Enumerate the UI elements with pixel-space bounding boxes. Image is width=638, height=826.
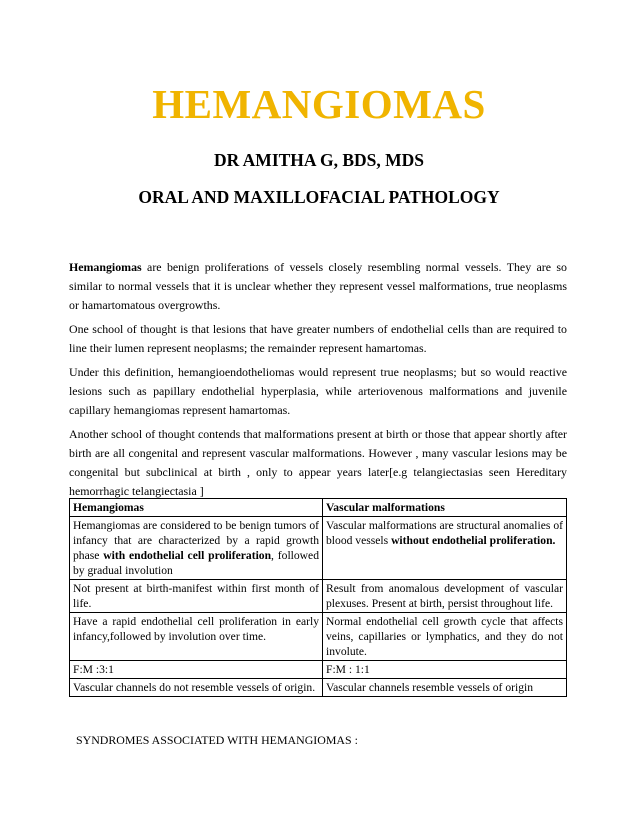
table-row	[70, 517, 567, 580]
paragraph-school-two: Another school of thought contends that malformations present at birth or those that appear shortly after birth are all congenital and represent vascular malformations. However , many vascular lesions may be congenital but subclinical at birth , only to appear years later[e.g telangiectasias seen Hereditary hemorrhagic telangiectasia ]	[69, 427, 567, 498]
document-title: HEMANGIOMAS	[152, 81, 486, 127]
table-cell	[323, 517, 567, 580]
department-line: ORAL AND MAXILLOFACIAL PATHOLOGY	[138, 187, 500, 207]
table-cell: F:M :3:1	[70, 661, 323, 679]
table-row	[70, 679, 567, 697]
intro-text: are benign proliferations of vessels closely resembling normal vessels. They are so similar to normal vessels that it is unclear whether they represent vessel malformations, true neoplasms or hamartomatous overgrowths.	[69, 260, 567, 312]
author-line: DR AMITHA G, BDS, MDS	[213, 150, 425, 170]
table-row	[70, 613, 567, 661]
cell-bold-text: with endothelial cell proliferation	[103, 549, 272, 562]
cell-text: Vascular malformations are structural anomalies of blood vessels	[326, 519, 563, 547]
syndromes-heading: SYNDROMES ASSOCIATED WITH HEMANGIOMAS :	[76, 733, 358, 747]
table-cell: F:M : 1:1	[323, 661, 567, 679]
comparison-table	[69, 498, 567, 697]
body-text	[69, 258, 567, 501]
header-vascular-malformations: Vascular malformations	[323, 499, 567, 517]
table-cell: Not present at birth-manifest within first month of life.	[70, 580, 323, 613]
term-hemangiomas: Hemangiomas	[69, 260, 142, 274]
table-cell	[70, 517, 323, 580]
table-cell: Vascular channels do not resemble vessels of origin.	[70, 679, 323, 697]
table-cell: Have a rapid endothelial cell proliferation in early infancy,followed by involution over time.	[70, 613, 323, 661]
paragraph-intro	[69, 258, 567, 315]
cell-text: Hemangiomas are considered to be benign tumors of infancy that are characterized by a rapid growth phase	[73, 519, 319, 562]
table-header-row	[70, 499, 567, 517]
table-row	[70, 580, 567, 613]
cell-bold-text: without endothelial proliferation.	[391, 534, 556, 547]
paragraph-definition: Under this definition, hemangioendotheliomas would represent true neoplasms; but so would reactive lesions such as papillary endothelial hyperplasia, while arteriovenous malformations and juvenile capillary hemangiomas represent hamartomas.	[69, 365, 567, 417]
header-hemangiomas: Hemangiomas	[70, 499, 323, 517]
paragraph-school-one: One school of thought is that lesions that have greater numbers of endothelial cells than are required to line their lumen represent neoplasms; the remainder represent hamartomas.	[69, 322, 567, 355]
cell-text: , followed by gradual involution	[73, 549, 319, 577]
table-cell: Vascular channels resemble vessels of origin	[323, 679, 567, 697]
table-cell: Result from anomalous development of vascular plexuses. Present at birth, persist throughout life.	[323, 580, 567, 613]
table-row	[70, 661, 567, 679]
table-cell: Normal endothelial cell growth cycle that affects veins, capillaries or lymphatics, and they do not involute.	[323, 613, 567, 661]
